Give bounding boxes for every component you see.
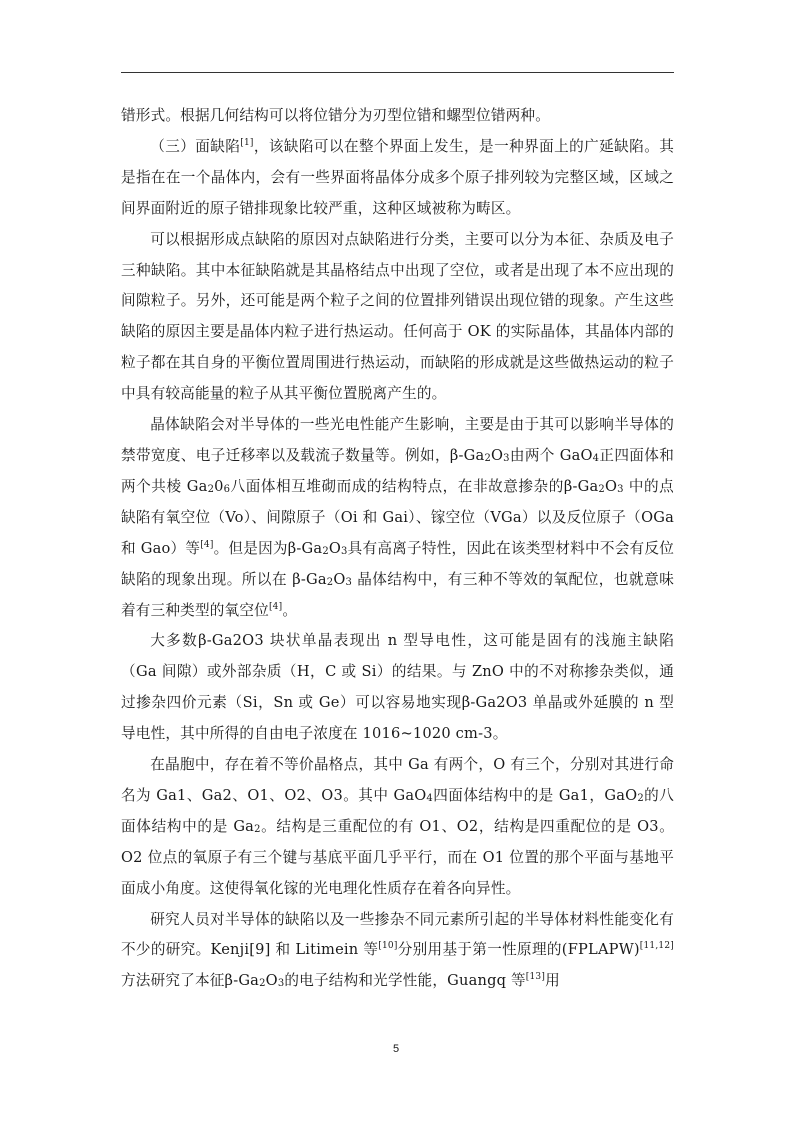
citation: [13]: [525, 972, 546, 983]
paragraph-2: （三）面缺陷[1]，该缺陷可以在整个界面上发生，是一种界面上的广延缺陷。其是指在在一个晶体内，会有一些界面将晶体分成多个原子排列较为完整区域，区域之间界面附近的原子错排现象比较严重，这种区域被称为畴区。: [121, 137, 675, 217]
paragraph-7: 研究人员对半导体的缺陷以及一些掺杂不同元素所引起的半导体材料性能变化有不少的研究。Kenji[9] 和 Litimein 等[10]分别用基于第一性原理的(FPLAPW)[11,12]方法研究了本征$\beta-Ga_2O_3$的电子结构和光学性能，Guangq 等[13]用: [121, 910, 674, 990]
page-number: 5: [392, 1043, 400, 1055]
paragraph-1: 错形式。根据几何结构可以将位错分为刃型位错和螺型位错两种。: [121, 107, 551, 124]
citation: [4]: [200, 539, 214, 550]
paragraph-5: 大多数β-Ga2O3 块状单晶表现出 n 型导电性，这可能是固有的浅施主缺陷（Ga 间隙）或外部杂质（H，C 或 Si）的结果。与 ZnO 中的不对称掺杂类似，通过掺杂四价元素（Si，Sn 或 Ge）可以容易地实现β-Ga2O3 单晶或外延膜的 n 型导电性，其中所得的自由电子浓度在 1016~1020 cm-3。: [121, 632, 674, 743]
header-rule: [121, 72, 674, 73]
citation: [4]: [268, 601, 283, 612]
paragraph-4: 晶体缺陷会对半导体的一些光电性能产生影响，主要是由于其可以影响半导体的禁带宽度、电子迁移率以及载流子数量等。例如，$\beta-Ga_2O_3$由两个 GaO$_4$正四面体和两个共棱 $Ga_20_6$八面体相互堆砌而成的结构特点，在非故意掺杂的$\beta-Ga_2O_3$ 中的点缺陷有氧空位（Vo）、间隙原子（Oi 和 Gai）、镓空位（VGa）以及反位原子（OGa 和 Gao）等[4]。但是因为$\beta-Ga_2O_3$具有高离子特性，因此在该类型材料中不会有反位缺陷的现象出现。所以在 $\beta-Ga_2O_3$ 晶体结构中，有三种不等效的氧配位，也就意味着有三种类型的氧空位[4]。: [121, 416, 675, 619]
citation: [11,12]: [639, 941, 674, 952]
citation: [10]: [378, 941, 398, 952]
paragraph-6: 在晶胞中，存在着不等价晶格点，其中 Ga 有两个，O 有三个，分别对其进行命名为 Ga1、Ga2、O1、O2、O3。其中 GaO$_4$四面体结构中的是 Ga1，GaO$_2$的八面体结构中的是 $Ga_2$。结构是三重配位的有 O1、O2，结构是四重配位的是 O3。O2 位点的氧原子有三个键与基底平面几乎平行，而在 O1 位置的那个平面与基地平面成小角度。这使得氧化镓的光电理化性质存在着各向异性。: [121, 756, 675, 897]
paragraph-3: 可以根据形成点缺陷的原因对点缺陷进行分类，主要可以分为本征、杂质及电子三种缺陷。其中本征缺陷就是其晶格结点中出现了空位，或者是出现了本不应出现的间隙粒子。另外，还可能是两个粒子之间的位置排列错误出现位错的现象。产生这些缺陷的原因主要是晶体内粒子进行热运动。任何高于 OK 的实际晶体，其晶体内部的粒子都在其自身的平衡位置周围进行热运动，而缺陷的形成就是这些做热运动的粒子中具有较高能量的粒子从其平衡位置脱离产生的。: [121, 230, 674, 403]
document-body: [121, 101, 674, 997]
citation: [1]: [240, 138, 254, 149]
